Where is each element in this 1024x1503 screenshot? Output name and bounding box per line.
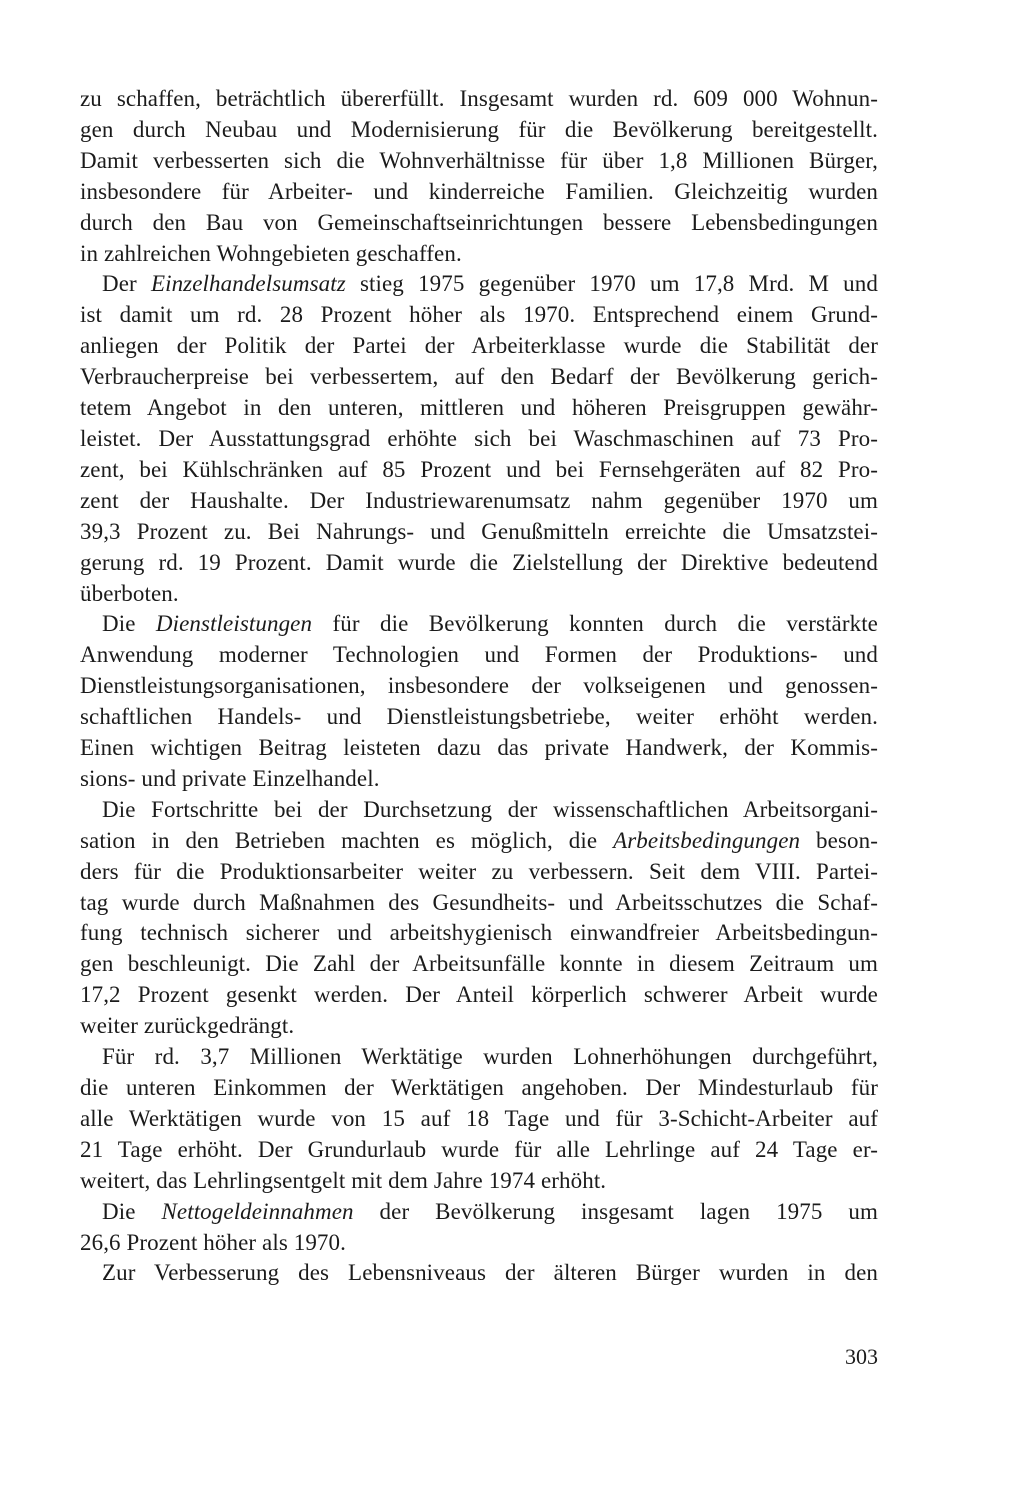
- paragraph: [80, 609, 878, 794]
- text-line: [80, 393, 878, 424]
- text-run: Verbraucherpreise bei verbessertem, auf den Bedarf der Bevölkerung gerich-: [80, 364, 878, 390]
- text-line: [80, 1258, 878, 1289]
- emphasized-term: Nettogeldeinnahmen: [161, 1198, 354, 1224]
- emphasized-term: Einzelhandelsumsatz: [150, 271, 346, 297]
- text-run: gen durch Neubau und Modernisierung für die Bevölkerung bereitgestellt.: [80, 116, 878, 142]
- text-run: tetem Angebot in den unteren, mittleren und höheren Preisgruppen gewähr-: [80, 395, 878, 421]
- text-run: Die: [102, 1198, 162, 1224]
- text-run: leistet. Der Ausstattungsgrad erhöhte sich bei Waschmaschinen auf 73 Pro-: [80, 425, 878, 451]
- text-line: [80, 949, 878, 980]
- page-number: 303: [845, 1344, 878, 1369]
- text-line: [80, 300, 878, 331]
- text-line: [80, 918, 878, 949]
- text-line: [80, 486, 878, 517]
- body-text: [80, 84, 878, 1289]
- text-line: [80, 857, 878, 888]
- text-run: sions- und private Einzelhandel.: [80, 765, 380, 791]
- text-run: zent, bei Kühlschränken auf 85 Prozent und bei Fernsehgeräten auf 82 Pro-: [80, 456, 878, 482]
- text-line: [80, 671, 878, 702]
- text-line: [80, 1197, 878, 1228]
- text-run: gen beschleunigt. Die Zahl der Arbeitsunfälle konnte in diesem Zeitraum um: [80, 951, 878, 977]
- text-line: [80, 888, 878, 919]
- text-line: [80, 1228, 878, 1259]
- text-line: [80, 84, 878, 115]
- text-run: Die Fortschritte bei der Durchsetzung der wissenschaftlichen Arbeitsorgani-: [102, 796, 878, 822]
- text-line: [80, 1042, 878, 1073]
- text-line: [80, 115, 878, 146]
- text-run: überboten.: [80, 580, 179, 606]
- text-run: 17,2 Prozent gesenkt werden. Der Anteil körperlich schwerer Arbeit wurde: [80, 982, 878, 1008]
- text-run: Einen wichtigen Beitrag leisteten dazu das private Handwerk, der Kommis-: [80, 735, 878, 761]
- text-line: [80, 826, 878, 857]
- text-run: Die: [102, 611, 156, 637]
- text-run: Der: [102, 271, 151, 297]
- text-run: beson-: [800, 827, 878, 853]
- text-run: anliegen der Politik der Partei der Arbeiterklasse wurde die Stabilität der: [80, 333, 878, 359]
- text-line: [80, 177, 878, 208]
- text-run: in zahlreichen Wohngebieten geschaffen.: [80, 240, 462, 266]
- text-run: ist damit um rd. 28 Prozent höher als 1970. Entsprechend einem Grund-: [80, 302, 878, 328]
- text-run: stieg 1975 gegenüber 1970 um 17,8 Mrd. M und: [345, 271, 878, 297]
- emphasized-term: Arbeitsbedingungen: [613, 827, 801, 853]
- text-line: [80, 1073, 878, 1104]
- text-line: [80, 455, 878, 486]
- text-run: tag wurde durch Maßnahmen des Gesundheits- und Arbeitsschutzes die Schaf-: [80, 889, 878, 915]
- text-line: [80, 362, 878, 393]
- text-line: [80, 764, 878, 795]
- text-line: [80, 733, 878, 764]
- text-line: [80, 208, 878, 239]
- paragraph: [80, 84, 878, 269]
- text-run: der Bevölkerung insgesamt lagen 1975 um: [353, 1198, 878, 1224]
- text-run: Anwendung moderner Technologien und Formen der Produktions- und: [80, 642, 878, 668]
- text-line: [80, 331, 878, 362]
- text-line: [80, 548, 878, 579]
- text-line: [80, 517, 878, 548]
- paragraph: [80, 1042, 878, 1197]
- text-run: durch den Bau von Gemeinschaftseinrichtungen bessere Lebensbedingungen: [80, 209, 878, 235]
- text-run: 21 Tage erhöht. Der Grundurlaub wurde für alle Lehrlinge auf 24 Tage er-: [80, 1136, 878, 1162]
- text-run: Damit verbesserten sich die Wohnverhältnisse für über 1,8 Millionen Bürger,: [80, 147, 878, 173]
- text-run: zent der Haushalte. Der Industriewarenumsatz nahm gegenüber 1970 um: [80, 487, 878, 513]
- text-line: [80, 1011, 878, 1042]
- text-run: ders für die Produktionsarbeiter weiter zu verbessern. Seit dem VIII. Partei-: [80, 858, 878, 884]
- paragraph: [80, 269, 878, 609]
- text-run: Für rd. 3,7 Millionen Werktätige wurden Lohnerhöhungen durchgeführt,: [102, 1044, 878, 1070]
- text-run: insbesondere für Arbeiter- und kinderreiche Familien. Gleichzeitig wurden: [80, 178, 878, 204]
- text-line: [80, 146, 878, 177]
- text-line: [80, 1166, 878, 1197]
- text-run: 39,3 Prozent zu. Bei Nahrungs- und Genußmitteln erreichte die Umsatzstei-: [80, 518, 878, 544]
- text-line: [80, 795, 878, 826]
- text-line: [80, 239, 878, 270]
- text-run: schaftlichen Handels- und Dienstleistungsbetriebe, weiter erhöht werden.: [80, 704, 878, 730]
- text-run: Dienstleistungsorganisationen, insbesondere der volkseigenen und genossen-: [80, 673, 878, 699]
- text-run: zu schaffen, beträchtlich übererfüllt. Insgesamt wurden rd. 609 000 Wohnun-: [80, 86, 878, 111]
- text-line: [80, 424, 878, 455]
- text-line: [80, 579, 878, 610]
- text-run: die unteren Einkommen der Werktätigen angehoben. Der Mindesturlaub für: [80, 1075, 878, 1100]
- text-run: sation in den Betrieben machten es möglich, die: [80, 827, 614, 853]
- text-line: [80, 609, 878, 640]
- text-line: [80, 980, 878, 1011]
- text-line: [80, 1135, 878, 1166]
- text-line: [80, 640, 878, 671]
- text-run: 26,6 Prozent höher als 1970.: [80, 1229, 346, 1255]
- paragraph: [80, 1258, 878, 1289]
- text-run: Zur Verbesserung des Lebensniveaus der älteren Bürger wurden in den: [102, 1260, 878, 1286]
- text-line: [80, 1104, 878, 1135]
- text-run: alle Werktätigen wurde von 15 auf 18 Tage und für 3-Schicht-Arbeiter auf: [80, 1105, 878, 1131]
- text-run: gerung rd. 19 Prozent. Damit wurde die Zielstellung der Direktive bedeutend: [80, 549, 878, 575]
- text-run: für die Bevölkerung konnten durch die verstärkte: [312, 611, 878, 637]
- text-line: [80, 269, 878, 300]
- paragraph: [80, 795, 878, 1042]
- text-run: fung technisch sicherer und arbeitshygienisch einwandfreier Arbeitsbedingun-: [80, 920, 878, 946]
- text-line: [80, 702, 878, 733]
- text-run: weitert, das Lehrlingsentgelt mit dem Jahre 1974 erhöht.: [80, 1167, 607, 1193]
- emphasized-term: Dienstleistungen: [155, 611, 313, 637]
- text-run: weiter zurückgedrängt.: [80, 1013, 295, 1039]
- paragraph: [80, 1197, 878, 1259]
